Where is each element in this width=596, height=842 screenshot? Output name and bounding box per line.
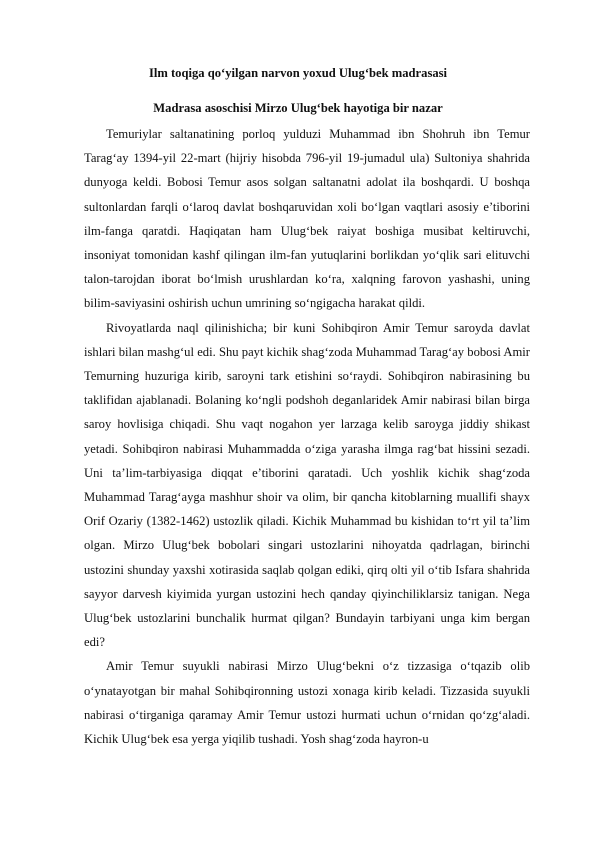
paragraph-1: Temuriylar saltanatining porloq yulduzi Muhammad ibn Shohruh ibn Temur Tarag‘ay 1394-yil 22-mart (hijriy hisobda 796-yil 19-jumadul ula) Sultoniya shahrida dunyoga keldi. Bobosi Temur asos solgan saltanatni adolat ila boshqardi. U boshqa sultonlardan farqli o‘laroq davlat boshqaruvidan xoli bo‘lgan vaqtlari asosiy e’tiborini ilm-fanga qaratdi. Haqiqatan ham Ulug‘bek raiyat boshiga musibat keltiruvchi, insoniyat tomonidan kashf qilingan ilm-fan yutuqlarini borlikdan yo‘qlik sari elituvchi talon-tarojdan iborat bo‘lmish urushlardan ko‘ra, xalqning farovon yashashi, uning bilim-saviyasini oshirish uchun umrining so‘ngigacha harakat qildi. <box>84 127 530 311</box>
paragraph-3: Amir Temur suyukli nabirasi Mirzo Ulug‘bekni o‘z tizzasiga o‘tqazib olib o‘ynatayotgan bir mahal Sohibqironning ustozi xonaga kirib keladi. Tizzasida suyukli nabirasi o‘tirganiga qaramay Amir Temur ustozi hurmati uchun o‘rnidan qo‘zg‘aladi. Kichik Ulug‘bek esa yerga yiqilib tushadi. Yosh shag‘zoda hayron-u <box>84 659 530 747</box>
body-text <box>84 122 530 751</box>
document-title: Ilm toqiga qo‘yilgan narvon yoxud Ulug‘bek madrasasi <box>148 66 448 80</box>
section-subtitle: Madrasa asoschisi Mirzo Ulug‘bek hayotiga bir nazar <box>153 101 443 115</box>
paragraph-2: Rivoyatlarda naql qilinishicha; bir kuni Sohibqiron Amir Temur saroyda davlat ishlari bilan mashg‘ul edi. Shu payt kichik shag‘zoda Muhammad Tarag‘ay bobosi Amir Temurning huzuriga kirib, saroyni tark etishini so‘raydi. Sohibqiron nabirasining bu taklifidan ajablanadi. Bolaning ko‘ngli podshoh deganlaridek Amir nabirasi bilan birga saroy hovlisiga chiqadi. Shu vaqt nogahon yer larzaga kelib saroyga jiddiy shikast yetadi. Sohibqiron nabirasi Muhammadda o‘ziga yarasha ilmga rag‘bat hissini sezadi. Uni ta’lim-tarbiyasiga diqqat e’tiborini qaratadi. Uch yoshlik kichik shag‘zoda Muhammad Tarag‘ayga mashhur shoir va olim, bir qancha kitoblarning muallifi shayx Orif Ozariy (1382-1462) ustozlik qiladi. Kichik Muhammad bu kishidan to‘rt yil ta’lim olgan. Mirzo Ulug‘bek bobolari singari ustozlarini nihoyatda qadrlagan, birinchi ustozini shunday yaxshi xotirasida saqlab qolgan ediki, qirq olti yil o‘tib Isfara shahrida sayyor darvesh kiyimida yurgan ustozini hech qanday qiyinchiliklarsiz tanigan. Nega Ulug‘bek ustozlarini bunchalik hurmat qilgan? Bundayin tarbiyani unga kim bergan edi? <box>84 320 530 650</box>
